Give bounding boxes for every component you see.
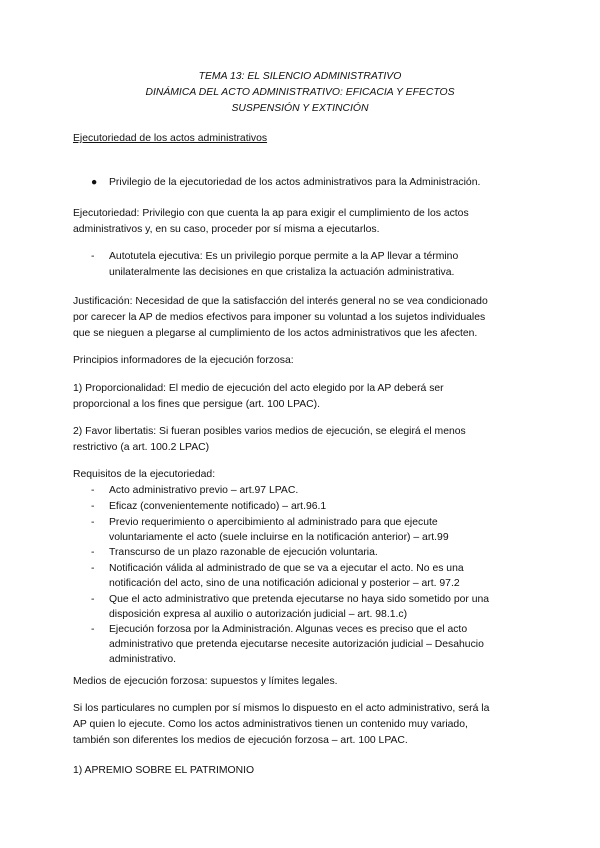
- section-heading: Ejecutoriedad de los actos administrativos: [73, 133, 268, 144]
- requirements-heading: Requisitos de la ejecutoriedad:: [73, 469, 216, 480]
- principles-heading: Principios informadores de la ejecución forzosa:: [73, 355, 294, 366]
- title-line-3: SUSPENSIÓN Y EXTINCIÓN: [231, 103, 369, 114]
- justification-line-3: que se nieguen a plegarse al cumplimiento de los actos administrativos que les afecten.: [73, 328, 478, 339]
- principle-1-line-2: proporcional a los fines que persigue (art. 100 LPAC).: [73, 399, 321, 410]
- requirement-7-line-2: administrativo que pretenda ejecutarse necesite autorización judicial – Desahucio: [109, 639, 484, 650]
- justification-line-1: Justificación: Necesidad de que la satisfacción del interés general no se vea condicionado: [73, 296, 488, 307]
- definition-line-1: Ejecutoriedad: Privilegio con que cuenta la ap para exigir el cumplimiento de los actos: [73, 208, 469, 219]
- dash-icon: -: [91, 594, 95, 605]
- means-text-line-2: AP quien lo ejecute. Como los actos administrativos tienen un contenido muy variado,: [73, 719, 468, 730]
- means-heading: Medios de ejecución forzosa: supuestos y límites legales.: [73, 676, 338, 687]
- definition-line-2: administrativos y, en su caso, proceder por sí misma a ejecutarlos.: [73, 224, 380, 235]
- requirement-6-line-2: disposición expresa al auxilio o autorización judicial – art. 98.1.c): [109, 609, 408, 620]
- bullet-point-text: Privilegio de la ejecutoriedad de los actos administrativos para la Administración.: [109, 177, 481, 188]
- principle-2-line-2: restrictivo (a art. 100.2 LPAC): [73, 442, 210, 453]
- requirement-3-line-1: Previo requerimiento o apercibimiento al administrado para que ejecute: [109, 517, 438, 528]
- requirement-5-line-2: notificación del acto, sino de una notificación adicional y posterior – art. 97.2: [109, 578, 460, 589]
- requirement-6-line-1: Que el acto administrativo que pretenda ejecutarse no haya sido sometido por una: [109, 594, 490, 605]
- dash-icon: -: [91, 485, 95, 496]
- requirement-4-line-1: Transcurso de un plazo razonable de ejecución voluntaria.: [109, 547, 378, 558]
- dash-icon: -: [91, 251, 95, 262]
- dash-icon: -: [91, 517, 95, 528]
- requirement-5-line-1: Notificación válida al administrado de que se va a ejecutar el acto. No es una: [109, 563, 464, 574]
- title-line-2: DINÁMICA DEL ACTO ADMINISTRATIVO: EFICACIA Y EFECTOS: [145, 87, 455, 98]
- requirement-7-line-1: Ejecución forzosa por la Administración. Algunas veces es preciso que el acto: [109, 624, 468, 635]
- requirement-2-line-1: Eficaz (convenientemente notificado) – art.96.1: [109, 501, 327, 512]
- means-text-line-1: Si los particulares no cumplen por sí mismos lo dispuesto en el acto administrativo, será la: [73, 703, 490, 714]
- principle-2-line-1: 2) Favor libertatis: Si fueran posibles varios medios de ejecución, se elegirá el menos: [73, 426, 466, 437]
- autotutela-line-1: Autotutela ejecutiva: Es un privilegio porque permite a la AP llevar a término: [109, 251, 459, 262]
- requirement-1-line-1: Acto administrativo previo – art.97 LPAC.: [109, 485, 299, 496]
- apremio-heading: 1) APREMIO SOBRE EL PATRIMONIO: [73, 765, 255, 776]
- dash-icon: -: [91, 501, 95, 512]
- dash-icon: -: [91, 624, 95, 635]
- dash-icon: -: [91, 563, 95, 574]
- requirement-3-line-2: voluntariamente el acto (suele incluirse en la notificación anterior) – art.99: [109, 532, 449, 543]
- means-text-line-3: también son diferentes los medios de ejecución forzosa – art. 100 LPAC.: [73, 735, 408, 746]
- autotutela-line-2: unilateralmente las decisiones en que cristaliza la actuación administrativa.: [109, 267, 455, 278]
- principle-1-line-1: 1) Proporcionalidad: El medio de ejecución del acto elegido por la AP deberá ser: [73, 383, 444, 394]
- bullet-icon: ●: [91, 177, 98, 188]
- justification-line-2: por carecer la AP de medios efectivos para imponer su voluntad a los sujetos individuales: [73, 312, 486, 323]
- dash-icon: -: [91, 547, 95, 558]
- title-line-1: TEMA 13: EL SILENCIO ADMINISTRATIVO: [198, 71, 402, 82]
- requirement-7-line-3: administrativo.: [109, 654, 176, 665]
